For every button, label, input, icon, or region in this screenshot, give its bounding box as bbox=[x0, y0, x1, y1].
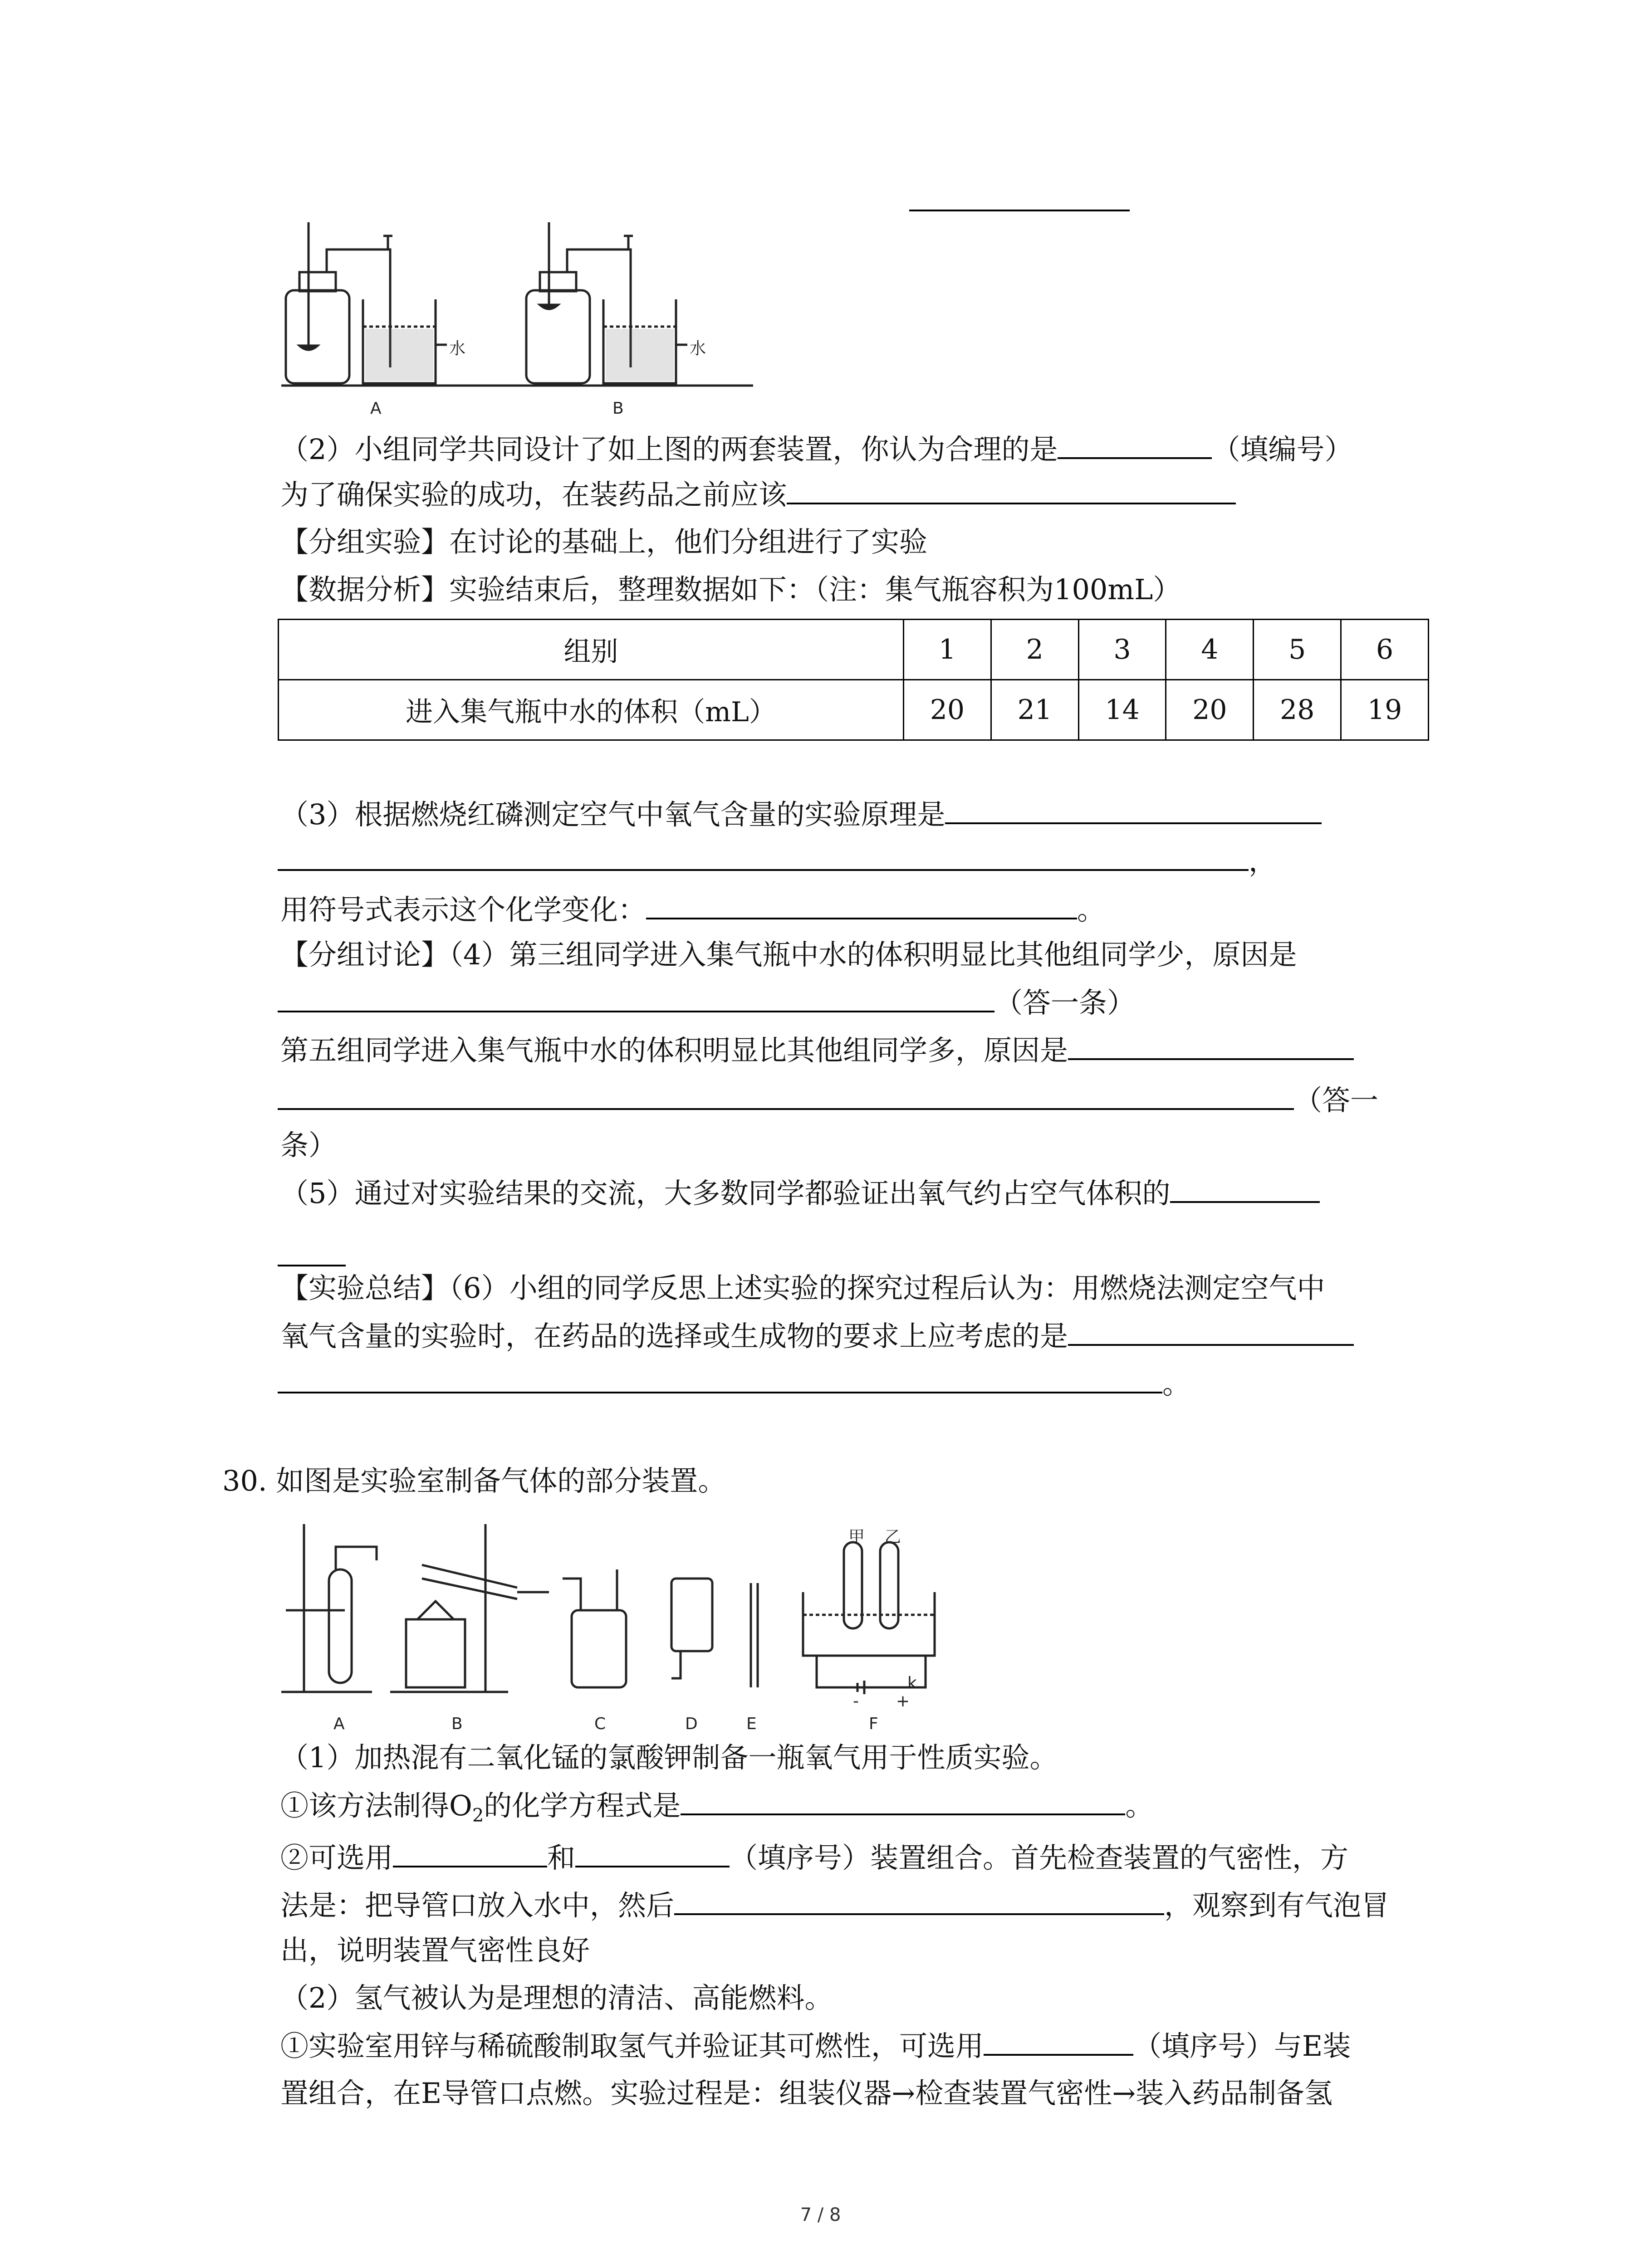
q3-text: （3）根据燃烧红磷测定空气中氧气含量的实验原理是 bbox=[280, 798, 945, 831]
q5-answer-blank-2[interactable] bbox=[278, 1265, 346, 1266]
q30-p1a-suffix: 。 bbox=[1125, 1789, 1154, 1822]
q30-label-f: F bbox=[869, 1715, 878, 1733]
q30-p1b-line2-b: ，观察到有气泡冒 bbox=[1164, 1889, 1390, 1922]
q30-p1a-sub: 2 bbox=[472, 1805, 484, 1826]
q3-line1 bbox=[280, 796, 1322, 833]
q5-text: （5）通过对实验结果的交流，大多数同学都验证出氧气约占空气体积的 bbox=[280, 1177, 1171, 1210]
table-row bbox=[279, 680, 1429, 740]
q4-text-3: 第五组同学进入集气瓶中水的体积明显比其他组同学多，原因是 bbox=[280, 1034, 1068, 1067]
table-cell: 1 bbox=[904, 620, 991, 680]
q30-p1b-line2-a: 法是：把导管口放入水中，然后 bbox=[280, 1889, 675, 1922]
q30-answer-blank-1[interactable] bbox=[681, 1787, 1125, 1815]
table-cell: 3 bbox=[1078, 620, 1166, 680]
q4-line3 bbox=[280, 1032, 1354, 1069]
table-cell: 20 bbox=[904, 680, 991, 740]
q4-suffix-1: （答一条） bbox=[994, 986, 1136, 1019]
table-cell: 4 bbox=[1166, 620, 1254, 680]
q30-p1: （1）加热混有二氧化锰的氯酸钾制备一瓶氧气用于性质实验。 bbox=[280, 1741, 1058, 1774]
q4-answer-blank-3[interactable] bbox=[278, 1082, 1294, 1110]
q30-label-a: A bbox=[333, 1715, 345, 1733]
q3-line3 bbox=[280, 891, 1105, 928]
q5-answer-blank-1[interactable] bbox=[1170, 1175, 1320, 1203]
q6-line2 bbox=[280, 1318, 1354, 1354]
q2-text-2: 为了确保实验的成功，在装药品之前应该 bbox=[280, 478, 787, 511]
q2-line1 bbox=[280, 431, 1352, 468]
q30-p1b-c: （填序号）装置组合。首先检查装置的气密性，方 bbox=[730, 1841, 1349, 1874]
q4-answer-blank-2[interactable] bbox=[1068, 1032, 1354, 1060]
q30-p2a-a: ①实验室用锌与稀硫酸制取氢气并验证其可燃性，可选用 bbox=[280, 2029, 984, 2063]
q30-p2a-b: （填序号）与E装 bbox=[1133, 2029, 1351, 2063]
table-row bbox=[279, 620, 1429, 680]
q4-answer-blank-1[interactable] bbox=[278, 984, 994, 1012]
q3-comma: ， bbox=[1249, 845, 1277, 878]
q2-answer-blank-2[interactable] bbox=[787, 476, 1236, 504]
q3-line2 bbox=[278, 843, 1277, 880]
q30-label-jia: 甲 bbox=[848, 1528, 865, 1546]
q6-answer-blank-2[interactable] bbox=[278, 1365, 1162, 1393]
q4-suffix-2: （答一 bbox=[1294, 1084, 1379, 1117]
q30-label-e: E bbox=[746, 1715, 757, 1733]
q2-line2 bbox=[280, 476, 1236, 513]
table-cell: 19 bbox=[1341, 680, 1429, 740]
q30-answer-blank-5[interactable] bbox=[984, 2028, 1133, 2056]
table-header-group: 组别 bbox=[279, 620, 904, 680]
q6-line3 bbox=[278, 1365, 1190, 1402]
q2-answer-blank-1[interactable] bbox=[1058, 431, 1212, 459]
q3-period: 。 bbox=[1077, 893, 1106, 926]
q30-p2a bbox=[280, 2028, 1351, 2064]
figure-label-a: A bbox=[370, 399, 382, 418]
q2-suffix: （填编号） bbox=[1212, 433, 1353, 466]
table-cell: 28 bbox=[1254, 680, 1341, 740]
q3-text-3: 用符号式表示这个化学变化： bbox=[280, 893, 647, 926]
q30-p1b-line2 bbox=[280, 1887, 1389, 1924]
data-table bbox=[278, 619, 1429, 741]
apparatus-figure-ab bbox=[272, 218, 780, 417]
q30-p1b-a: ②可选用 bbox=[280, 1841, 393, 1874]
q3-answer-blank-3[interactable] bbox=[646, 891, 1077, 919]
q4-line4 bbox=[278, 1082, 1378, 1119]
q30-p1a-prefix: ①该方法制得O bbox=[280, 1789, 472, 1822]
q6-text-2: 氧气含量的实验时，在药品的选择或生成物的要求上应考虑的是 bbox=[280, 1320, 1068, 1353]
q6-line1: 【实验总结】（6）小组的同学反思上述实验的探究过程后认为：用燃烧法测定空气中 bbox=[280, 1271, 1325, 1305]
q30-p1a bbox=[280, 1787, 1153, 1833]
q30-p1b-line3: 出，说明装置气密性良好 bbox=[280, 1934, 590, 1967]
q30-label-c: C bbox=[594, 1715, 606, 1733]
water-label-a: 水 bbox=[449, 339, 466, 358]
table-cell: 5 bbox=[1254, 620, 1341, 680]
water-label-b: 水 bbox=[690, 339, 706, 358]
q30-p1b-b: 和 bbox=[547, 1841, 576, 1874]
data-analysis-line: 【数据分析】实验结束后，整理数据如下：（注：集气瓶容积为100mL） bbox=[280, 573, 1181, 606]
table-cell: 14 bbox=[1078, 680, 1166, 740]
page-number: 7 / 8 bbox=[800, 2204, 841, 2225]
table-header-volume: 进入集气瓶中水的体积（mL） bbox=[279, 680, 904, 740]
q30-label-d: D bbox=[685, 1715, 698, 1733]
top-answer-blank bbox=[909, 210, 1130, 211]
figure-label-b: B bbox=[612, 399, 624, 418]
q30-answer-blank-2[interactable] bbox=[393, 1839, 547, 1867]
q5-line1 bbox=[280, 1175, 1320, 1212]
table-cell: 21 bbox=[991, 680, 1078, 740]
q30-answer-blank-4[interactable] bbox=[674, 1887, 1164, 1915]
q30-label-yi: 乙 bbox=[885, 1528, 901, 1546]
q6-answer-blank-1[interactable] bbox=[1068, 1318, 1354, 1346]
q30-answer-blank-3[interactable] bbox=[575, 1839, 730, 1867]
q30-p2a-line2: 置组合，在E导管口点燃。实验过程是：组装仪器→检查装置气密性→装入药品制备氢 bbox=[280, 2077, 1333, 2110]
q6-period: 。 bbox=[1162, 1367, 1191, 1400]
q3-answer-blank-2[interactable] bbox=[278, 843, 1249, 871]
table-cell: 2 bbox=[991, 620, 1078, 680]
q30-label-minus: - bbox=[853, 1692, 859, 1711]
q4-line2 bbox=[278, 984, 1135, 1021]
q30-label-plus: + bbox=[896, 1692, 910, 1711]
table-cell: 20 bbox=[1166, 680, 1254, 740]
q3-answer-blank-1[interactable] bbox=[945, 796, 1322, 824]
q30-p1a-mid: 的化学方程式是 bbox=[484, 1789, 681, 1822]
q30-p2: （2）氢气被认为是理想的清洁、高能燃料。 bbox=[280, 1981, 833, 2014]
q30-title: 30. 如图是实验室制备气体的部分装置。 bbox=[222, 1464, 726, 1497]
q30-label-b: B bbox=[451, 1715, 463, 1733]
q30-p1b bbox=[280, 1839, 1348, 1876]
q2-text: （2）小组同学共同设计了如上图的两套装置，你认为合理的是 bbox=[280, 433, 1058, 466]
group-experiment-line: 【分组实验】在讨论的基础上，他们分组进行了实验 bbox=[280, 525, 928, 558]
q4-line5: 条） bbox=[280, 1129, 337, 1162]
table-cell: 6 bbox=[1341, 620, 1429, 680]
q4-line1: 【分组讨论】（4）第三组同学进入集气瓶中水的体积明显比其他组同学少，原因是 bbox=[280, 938, 1297, 971]
q30-label-k: k bbox=[907, 1674, 917, 1692]
